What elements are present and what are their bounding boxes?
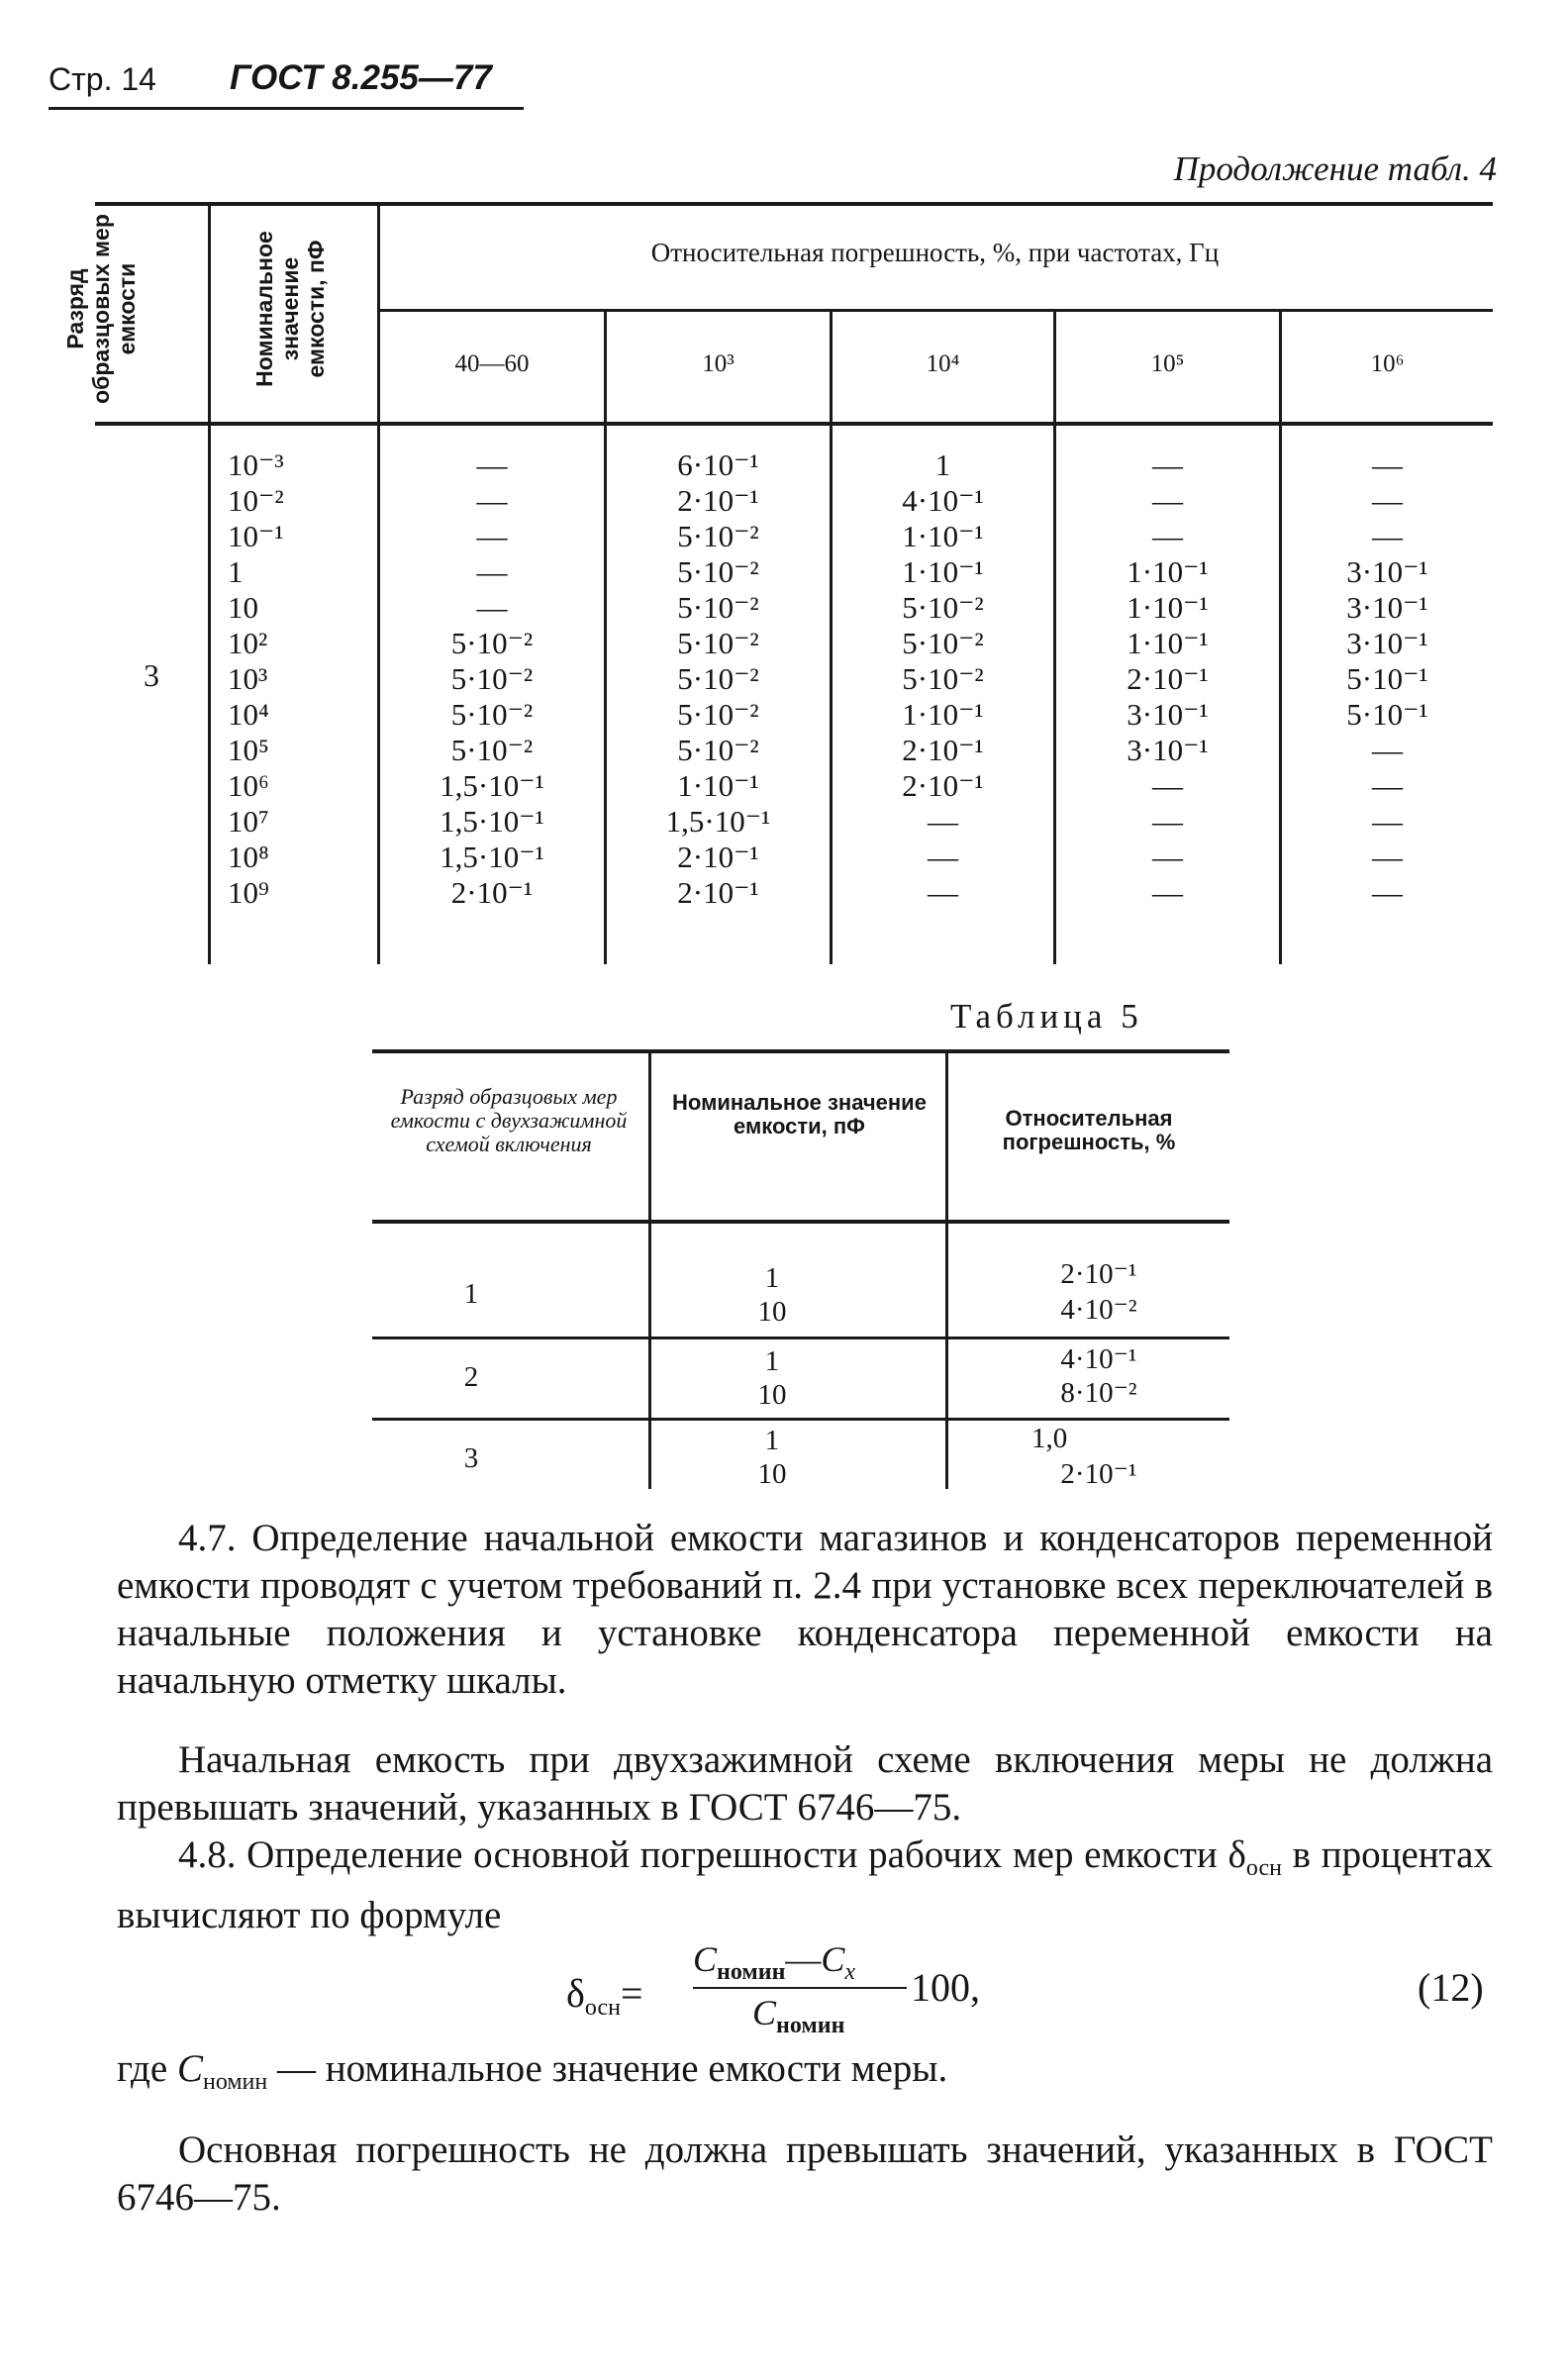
header-rule <box>49 107 524 110</box>
formula-delta-sub: осн <box>584 1995 621 2021</box>
freq-header-40-60: 40—60 <box>454 350 530 377</box>
error-cell: — <box>1372 875 1403 910</box>
table5-error-cell: 2·10⁻¹ <box>1060 1258 1137 1290</box>
error-cell: 5·10⁻² <box>677 590 759 625</box>
formula-factor: 100, <box>911 1965 980 2010</box>
error-cell: 2·10⁻¹ <box>677 840 759 874</box>
error-cell: — <box>476 590 508 625</box>
paragraph-4-7 <box>117 1515 1493 1705</box>
error-cell: 5·10⁻² <box>450 626 534 660</box>
error-cell: — <box>928 875 958 910</box>
error-cell: 5·10⁻² <box>450 661 534 696</box>
delta-symbol: δ <box>1227 1833 1246 1876</box>
paragraph-4-8-text: 4.8. Определение основной погрешности рабочих мер емкости <box>178 1833 1218 1876</box>
error-cell: — <box>1152 519 1183 553</box>
table5-row-rule-2 <box>372 1418 1229 1421</box>
error-cell: 1·10⁻¹ <box>1127 626 1209 660</box>
error-cell: — <box>1152 875 1183 910</box>
error-cell: — <box>1372 768 1403 803</box>
error-cell: 1·10⁻¹ <box>902 519 984 553</box>
nominal-cell: 10⁸ <box>228 840 269 874</box>
error-cell: — <box>1372 804 1403 839</box>
error-cell: 2·10⁻¹ <box>902 733 984 767</box>
error-cell: — <box>476 554 508 589</box>
nominal-cell: 10⁻³ <box>228 447 284 482</box>
error-cell: — <box>1152 804 1183 839</box>
column-1e6 <box>1282 447 1493 911</box>
table5-grade-cell: 3 <box>463 1442 479 1474</box>
error-cell: 1,5·10⁻¹ <box>440 840 544 874</box>
nominal-cell: 10⁷ <box>228 804 269 839</box>
error-cell: 3·10⁻¹ <box>1346 554 1428 589</box>
nominal-cell: 10² <box>228 626 268 660</box>
nominal-cell: 10⁵ <box>228 733 269 767</box>
nominal-cell: 10⁻² <box>228 483 284 518</box>
table4-grade-header: Разряд образцовых мер емкости <box>62 214 140 404</box>
table4-nominal-header: Номинальное значение емкости, пФ <box>251 231 329 387</box>
table5-nominal-cell: 1 <box>764 1425 780 1456</box>
where-c: C <box>176 2047 203 2090</box>
table5-row-rule-1 <box>372 1336 1229 1339</box>
nominal-cell: 1 <box>228 554 244 589</box>
error-cell: 5·10⁻² <box>677 519 759 553</box>
delta-subscript: осн <box>1245 1855 1282 1881</box>
nominal-cell: 10 <box>228 590 258 625</box>
error-cell: 5·10⁻¹ <box>1346 661 1428 696</box>
table5-vline-1 <box>648 1053 651 1489</box>
table5-header-bottom-rule <box>372 1220 1229 1224</box>
error-cell: 3·10⁻¹ <box>1346 626 1428 660</box>
table5-grade-cell: 1 <box>463 1278 479 1310</box>
table4-vline-1 <box>208 202 211 964</box>
formula-lhs <box>566 1970 643 2031</box>
error-cell: 1,5·10⁻¹ <box>665 804 771 839</box>
paragraph-4-8-tail: в процентах вычисляют по формуле <box>117 1833 1493 1936</box>
error-cell: 5·10⁻² <box>677 733 759 767</box>
error-cell: — <box>1372 447 1403 482</box>
error-cell: — <box>928 840 958 874</box>
page-number: Стр. 14 <box>49 61 156 97</box>
error-cell: — <box>1372 840 1403 874</box>
table5-grade-header: Разряд образцовых мер емкости с двухзажимной схемой включения <box>390 1084 628 1156</box>
nominal-cell: 10⁻¹ <box>228 519 284 553</box>
error-cell: 3·10⁻¹ <box>1127 733 1209 767</box>
error-cell: 1·10⁻¹ <box>902 697 984 732</box>
paragraph-4-8 <box>117 1831 1493 1939</box>
table4-header-bottom-rule <box>95 422 1493 426</box>
error-cell: 5·10⁻² <box>677 626 759 660</box>
column-1e4 <box>833 447 1053 911</box>
paragraph-4-7-text: 4.7. Определение начальной емкости магазинов и конденсаторов переменной емкости проводят с учетом требований п. 2.4 при установке всех переключателей в начальные положения и установке конденсатора переменной емкости на начальную отметку шкалы. <box>117 1517 1493 1702</box>
error-cell: — <box>476 483 508 518</box>
error-cell: 5·10⁻² <box>902 626 984 660</box>
nominal-cell: 10⁶ <box>228 768 269 803</box>
freq-header-1e3: 10³ <box>702 350 735 377</box>
freq-header-1e6: 10⁶ <box>1370 350 1405 377</box>
paragraph-initial-capacitance <box>117 1736 1493 1831</box>
column-1e5 <box>1056 447 1279 911</box>
error-cell: 1·10⁻¹ <box>1127 590 1209 625</box>
formula-c-x: C <box>821 1939 845 1979</box>
column-40-60 <box>380 447 604 911</box>
formula-c-nom-sub: номин <box>717 1959 786 1985</box>
formula-c-x-sub: x <box>844 1959 856 1985</box>
error-cell: 1·10⁻¹ <box>1127 554 1209 589</box>
table4-group-header: Относительная погрешность, %, при частотах, Гц <box>650 238 1220 267</box>
error-cell: 2·10⁻¹ <box>677 483 759 518</box>
standard-label: ГОСТ 8.255—77 <box>230 58 492 97</box>
error-cell: 5·10⁻² <box>902 661 984 696</box>
error-cell: — <box>1372 733 1403 767</box>
error-cell: — <box>1152 483 1183 518</box>
error-cell: 3·10⁻¹ <box>1346 590 1428 625</box>
table5-error-cell: 1,0 <box>1031 1423 1068 1454</box>
table5-error-cell: 4·10⁻¹ <box>1060 1343 1137 1375</box>
table5-error-header: Относительная погрешность, % <box>1002 1106 1176 1154</box>
error-cell: — <box>1152 447 1183 482</box>
formula-numerator <box>693 1938 855 1993</box>
error-cell: 5·10⁻² <box>677 554 759 589</box>
table4-grade-value: 3 <box>144 657 159 693</box>
error-cell: 2·10⁻¹ <box>677 875 759 910</box>
where-sub: номин <box>202 2069 268 2095</box>
error-cell: 5·10⁻² <box>677 661 759 696</box>
error-cell: 1·10⁻¹ <box>902 554 984 589</box>
error-cell: — <box>1152 768 1183 803</box>
nominal-cell: 10⁴ <box>228 697 269 732</box>
error-cell: 5·10⁻² <box>450 733 534 767</box>
error-cell: 5·10⁻² <box>677 697 759 732</box>
error-cell: — <box>1152 840 1183 874</box>
freq-header-1e4: 10⁴ <box>926 350 960 377</box>
continuation-label: Продолжение табл. 4 <box>1173 149 1497 188</box>
table5-error-cell: 8·10⁻² <box>1060 1377 1137 1409</box>
table5-vline-2 <box>945 1053 948 1489</box>
nominal-cell: 10³ <box>228 661 268 696</box>
error-cell: — <box>476 519 508 553</box>
error-cell: 3·10⁻¹ <box>1127 697 1209 732</box>
table5-nominal-cell: 10 <box>757 1458 787 1490</box>
error-cell: 1,5·10⁻¹ <box>440 804 544 839</box>
error-cell: — <box>928 804 958 839</box>
formula-minus: — <box>785 1939 822 1979</box>
formula-den-c: C <box>752 1993 777 2032</box>
error-cell: 1,5·10⁻¹ <box>440 768 544 803</box>
nominal-cell: 10⁹ <box>228 875 269 910</box>
error-cell: — <box>476 447 508 482</box>
table5-nominal-cell: 1 <box>764 1345 780 1377</box>
error-cell: — <box>1372 483 1403 518</box>
formula-c-nom: C <box>693 1939 718 1979</box>
error-cell: 2·10⁻¹ <box>902 768 984 803</box>
table5-grade-cell: 2 <box>463 1361 479 1393</box>
error-cell: 5·10⁻² <box>450 697 534 732</box>
error-cell: 5·10⁻² <box>902 590 984 625</box>
table5-error-cell: 4·10⁻² <box>1060 1294 1137 1326</box>
formula-denominator <box>752 1992 844 2046</box>
formula-fraction-bar <box>693 1987 907 1989</box>
table5-caption: Таблица 5 <box>950 997 1143 1036</box>
formula-den-c-sub: номин <box>776 2013 845 2038</box>
error-cell: 5·10⁻¹ <box>1346 697 1428 732</box>
nominal-column <box>228 447 346 911</box>
paragraph-main-error <box>117 2127 1493 2222</box>
where-clause <box>117 2045 947 2106</box>
table5-nominal-cell: 10 <box>757 1296 787 1328</box>
error-cell: 2·10⁻¹ <box>1127 661 1209 696</box>
freq-header-1e5: 10⁵ <box>1150 350 1185 377</box>
table5-nominal-cell: 10 <box>757 1379 787 1411</box>
column-1e3 <box>607 447 830 911</box>
where-text: — номинальное значение емкости меры. <box>277 2047 948 2090</box>
error-cell: 2·10⁻¹ <box>450 875 534 910</box>
where-label: где <box>117 2047 177 2090</box>
table5-top-rule <box>372 1049 1229 1053</box>
formula-equals: = <box>620 1971 643 2016</box>
table5-nominal-cell: 1 <box>764 1262 780 1294</box>
table4-group-rule <box>377 309 1493 312</box>
error-cell: 1 <box>934 447 951 482</box>
table5-error-cell: 2·10⁻¹ <box>1060 1458 1137 1490</box>
error-cell: 4·10⁻¹ <box>902 483 984 518</box>
table5-nominal-header: Номинальное значение емкости, пФ <box>672 1090 927 1138</box>
formula-number: (12) <box>1418 1965 1484 2010</box>
error-cell: — <box>1372 519 1403 553</box>
error-cell: 1·10⁻¹ <box>677 768 759 803</box>
paragraph-main-error-text: Основная погрешность не должна превышать значений, указанных в ГОСТ 6746—75. <box>117 2128 1493 2219</box>
error-cell: 6·10⁻¹ <box>677 447 759 482</box>
paragraph-initial-capacitance-text: Начальная емкость при двухзажимной схеме включения меры не должна превышать значений, указанных в ГОСТ 6746—75. <box>117 1738 1493 1829</box>
formula-delta: δ <box>566 1971 585 2016</box>
